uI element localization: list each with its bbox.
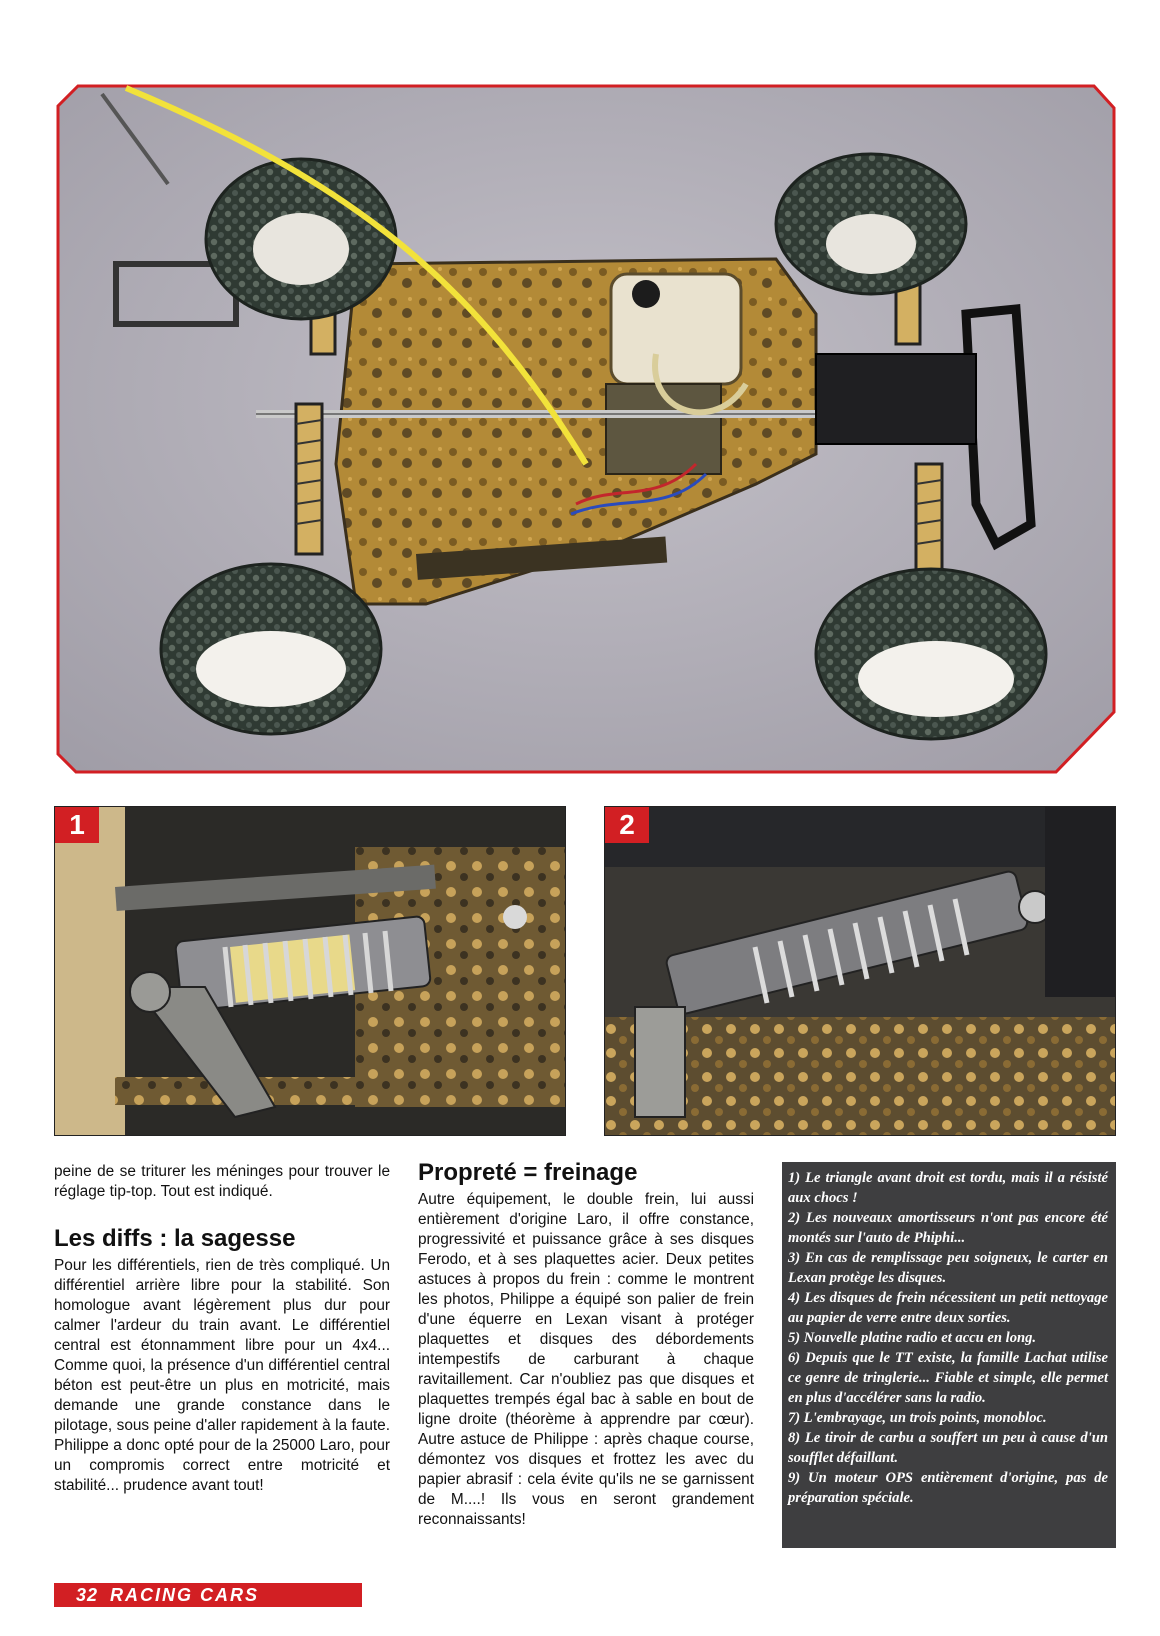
page-footer xyxy=(54,1583,362,1607)
rear-shock-illustration xyxy=(55,807,565,1135)
caption-item: 6) Depuis que le TT existe, la famille Lachat utilise ce genre de tringlerie... Fiable et simple, elle permet en plus d'accélérer sans la radio. xyxy=(788,1350,1108,1406)
caption-item: 4) Les disques de frein nécessitent un petit nettoyage au papier de verre entre deux sorties. xyxy=(788,1290,1108,1326)
section-heading-braking: Propreté = freinage xyxy=(418,1159,638,1186)
magazine-logo-text: RACING CARS xyxy=(110,1585,260,1605)
column-1-intro-text: peine de se triturer les méninges pour trouver le réglage tip-top. Tout est indiqué. xyxy=(54,1163,390,1200)
caption-item: 2) Les nouveaux amortisseurs n'ont pas encore été montés sur l'auto de Phiphi... xyxy=(788,1210,1108,1246)
detail-photo-1 xyxy=(54,806,566,1136)
front-shock-illustration xyxy=(605,807,1115,1135)
detail-photo-2 xyxy=(604,806,1116,1136)
main-chassis-photo xyxy=(56,84,1116,774)
section-heading-diffs: Les diffs : la sagesse xyxy=(54,1225,296,1252)
photo-captions-box xyxy=(782,1162,1116,1548)
chassis-illustration xyxy=(56,84,1116,774)
column-1-body-text: Pour les différentiels, rien de très compliqué. Un différentiel arrière libre pour la stabilité. Son homologue avant légèrement plus dur pour calmer l'ardeur du train avant. Le différentiel central est étonnamment libre pour un 4x4... Comme quoi, la présence d'un différentiel central béton est peut-être un plus en motricité, mais demande une grande constance dans le pilotage, sous peine d'aller rapidement à la faute. Philippe a donc opté pour de la 25000 Laro, pour un compromis correct entre motricité et stabilité... prudence avant tout! xyxy=(54,1257,390,1494)
caption-item: 1) Le triangle avant droit est tordu, mais il a résisté aux chocs ! xyxy=(788,1170,1108,1206)
column-2-body-text: Autre équipement, le double frein, lui aussi entièrement d'origine Laro, il offre constance, progressivité et puissance grâce à ses disques Ferodo, et à ses plaquettes acier. Deux petites astuces à propos du frein : comme le montrent les photos, Philippe a équipé son palier de frein d'une équerre en Lexan visant à protéger plaquettes et disques des débordements intempestifs de carburant à chaque ravitaillement. Car n'oubliez pas que disques et plaquettes trempés égal bac à sable en bout de ligne droite (théorème à apprendre par cœur). Autre astuce de Philippe : après chaque course, démontez vos disques et frottez les avec du papier abrasif : cela évite qu'ils ne se garnissent de M....! Ils vous en seront grandement reconnaissants! xyxy=(418,1191,754,1528)
caption-item: 8) Le tiroir de carbu a souffert un peu à cause d'un soufflet défaillant. xyxy=(788,1430,1108,1466)
photo-number-badge-1: 1 xyxy=(55,807,99,843)
caption-item: 3) En cas de remplissage peu soigneux, le carter en Lexan protège les disques. xyxy=(788,1250,1108,1286)
photo-number-badge-2: 2 xyxy=(605,807,649,843)
article-column-1 xyxy=(54,1162,390,1496)
article-column-2 xyxy=(418,1159,754,1530)
page-number: 32 xyxy=(76,1585,99,1605)
caption-item: 9) Un moteur OPS entièrement d'origine, pas de préparation spéciale. xyxy=(788,1470,1108,1506)
caption-item: 5) Nouvelle platine radio et accu en long. xyxy=(788,1330,1037,1346)
caption-item: 7) L'embrayage, un trois points, monobloc. xyxy=(788,1410,1047,1426)
